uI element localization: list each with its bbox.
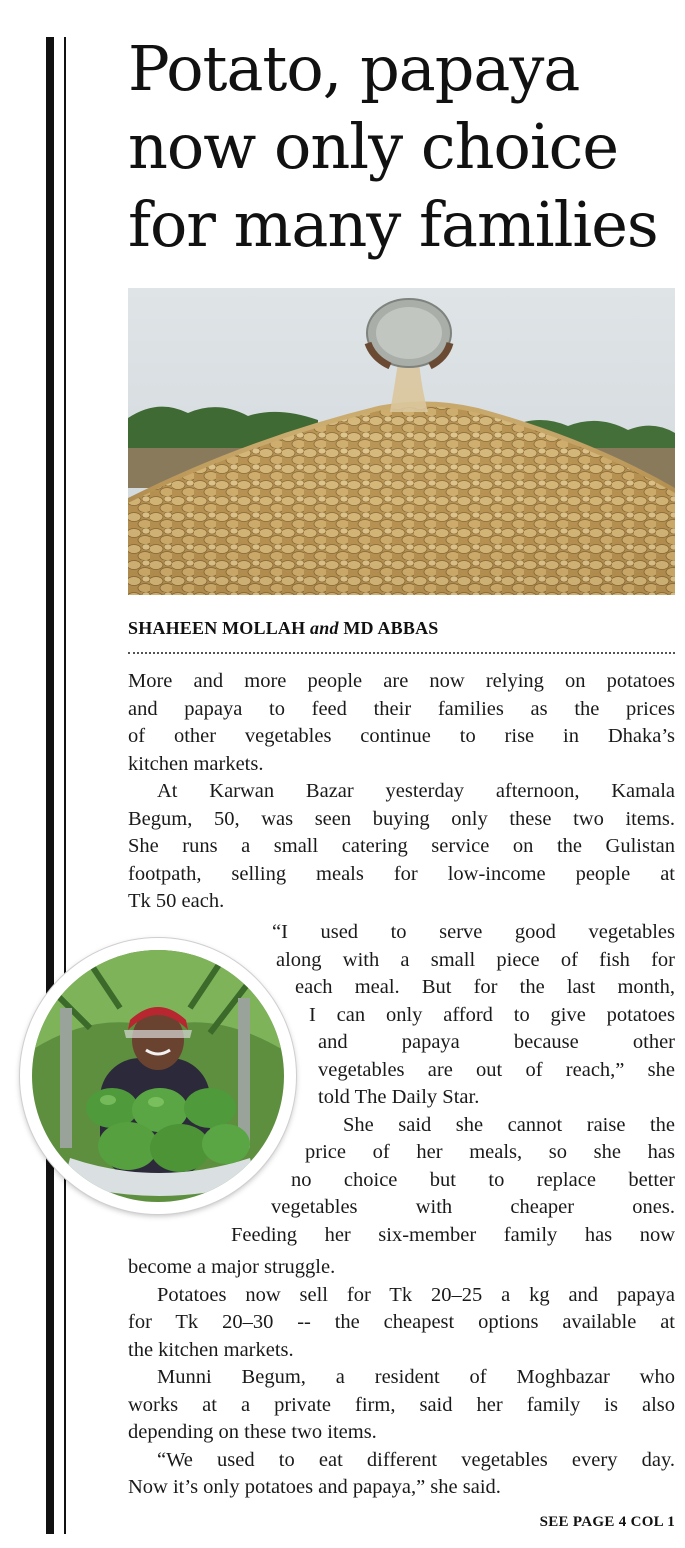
body-line: of other vegetables continue to rise in Dhaka’s <box>128 725 675 747</box>
headline <box>128 30 680 264</box>
body-line: Potatoes now sell for Tk 20–25 a kg and papaya <box>157 1283 675 1306</box>
column-rule-thin <box>64 37 66 1534</box>
body-line: Feeding her six-member family has now <box>231 1223 675 1246</box>
body-line: each meal. But for the last month, <box>295 976 675 998</box>
body-line: I can only afford to give potatoes <box>309 1003 675 1026</box>
body-line: the kitchen markets. <box>128 1338 294 1361</box>
body-line: and papaya because other <box>318 1031 675 1053</box>
body-line: Now it’s only potatoes and papaya,” she said. <box>128 1476 501 1498</box>
headline-line: Potato, papaya <box>128 32 580 105</box>
body-line: depending on these two items. <box>128 1421 377 1443</box>
body-line: At Karwan Bazar yesterday afternoon, Kamala <box>157 780 675 802</box>
body-line: Munni Begum, a resident of Moghbazar who <box>157 1366 675 1388</box>
body-line: kitchen markets. <box>128 752 264 775</box>
body-line: footpath, selling meals for low-income people at <box>128 862 675 885</box>
body-line: “I used to serve good vegetables <box>272 921 675 943</box>
body-line: no choice but to replace better <box>291 1168 675 1191</box>
column-rule-thick <box>46 37 54 1534</box>
papaya-vendor-illustration <box>20 938 296 1214</box>
body-line: She runs a small catering service on the Gulistan <box>128 835 675 857</box>
article-body-top <box>128 668 675 916</box>
article-body-bottom <box>128 1254 675 1502</box>
body-line: and papaya to feed their families as the prices <box>128 697 675 720</box>
body-line: She said she cannot raise the <box>343 1113 675 1136</box>
headline-line: now only choice <box>128 110 619 183</box>
body-line: More and more people are now relying on potatoes <box>128 670 675 692</box>
author-name: SHAHEEN MOLLAH <box>128 618 306 638</box>
author-name: MD ABBAS <box>343 618 439 638</box>
body-line: told The Daily Star. <box>318 1086 480 1108</box>
byline-divider <box>128 652 675 654</box>
body-line: vegetables with cheaper ones. <box>271 1196 675 1218</box>
papaya-vendor-photo <box>20 938 296 1214</box>
headline-line: for many families <box>128 188 658 261</box>
body-line: price of her meals, so she has <box>305 1141 675 1163</box>
body-line: for Tk 20–30 -- the cheapest options available at <box>128 1311 675 1333</box>
body-line: Begum, 50, was seen buying only these two items. <box>128 807 675 830</box>
jump-line: SEE PAGE 4 COL 1 <box>539 1514 675 1530</box>
body-line: along with a small piece of fish for <box>276 948 675 971</box>
potato-heap-photo <box>128 288 675 595</box>
body-line: works at a private firm, said her family is also <box>128 1393 675 1416</box>
byline-conjunction: and <box>310 618 339 638</box>
potato-heap-illustration <box>128 288 675 595</box>
body-line: vegetables are out of reach,” she <box>318 1058 675 1081</box>
body-line: become a major struggle. <box>128 1256 336 1278</box>
body-line: Tk 50 each. <box>128 890 225 912</box>
body-line: “We used to eat different vegetables every day. <box>157 1448 675 1471</box>
byline <box>128 618 438 639</box>
